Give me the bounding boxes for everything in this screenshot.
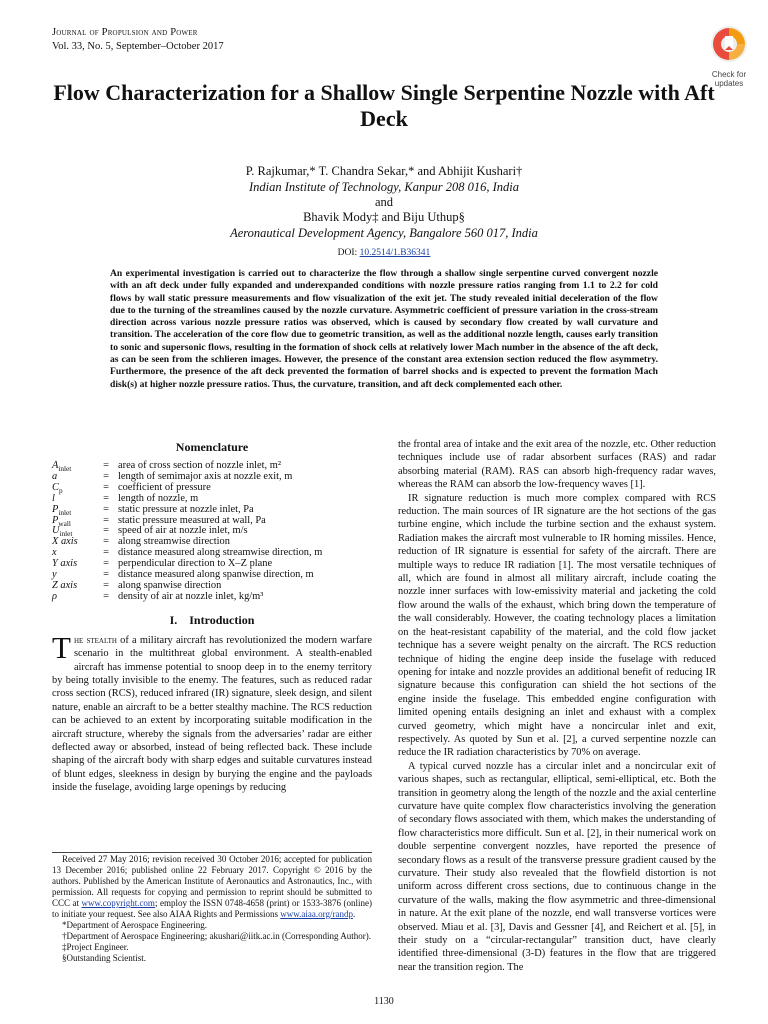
- nomenclature-equals: =: [103, 558, 109, 570]
- nomenclature-row: [52, 592, 372, 603]
- nomenclature-definition: density of air at nozzle inlet, kg/m³: [118, 590, 264, 602]
- nomenclature-equals: =: [103, 470, 109, 482]
- nomenclature-definition: along streamwise direction: [118, 536, 230, 548]
- authors-line-1: P. Rajkumar,* T. Chandra Sekar,* and Abhijit Kushari†: [245, 164, 523, 178]
- nomenclature-symbol: ρ: [52, 590, 57, 602]
- nomenclature-definition: along spanwise direction: [118, 579, 222, 591]
- nomenclature-row: [52, 494, 372, 505]
- and-separator: and: [374, 195, 394, 209]
- intro-text: of a military aircraft has revolutionized the modern warfare scenario in the multithreat global environment. A stealth-enabled aircraft has immense potential to snoop deep in to the enemy territory by being totally invisible to the enemy. The features, such as reduced radar cross section (RCS), reduced infrared (IR) signature, sleek design, and silent nature, enable an aircraft to be a better stealthy machine. The RCS reduction can be achieved to an extent by incorporating suitable modification in the aircraft structure, whereby the signals from the adversaries’ radar are either deflected away or absorbed, instead of being reflected back. These include shaping of the aircraft body with sharp edges and suitable curvatures instead of blunt edges, sleekness in design by burying the engine and the payloads inside the fuselage, avoiding large openings by reducing: [52, 634, 372, 794]
- nomenclature-symbol: y: [52, 569, 57, 581]
- nomenclature-symbol: X axis: [52, 536, 78, 548]
- nomenclature-definition: coefficient of pressure: [118, 481, 211, 493]
- nomenclature-symbol: $U_{inlet}$: [52, 525, 73, 539]
- affiliation-1: Indian Institute of Technology, Kanpur 208 016, India: [248, 180, 520, 194]
- nomenclature-definition: distance measured along spanwise direction, m: [118, 569, 314, 581]
- check-for-updates-badge[interactable]: [700, 24, 758, 88]
- nomenclature-row: [52, 505, 372, 516]
- nomenclature-equals: =: [103, 481, 109, 493]
- nomenclature-symbol: l: [52, 492, 55, 504]
- nomenclature-definition: speed of air at nozzle inlet, m/s: [118, 525, 248, 537]
- left-column: [52, 440, 372, 795]
- received-text: Received 27 May 2016; revision received 30 October 2016; accepted for publication 13 December 2016; published online 22 February 2017. Copyright © 2016 by the authors. Published by the American Institute of Aeronautics and Astronautics, Inc., with permission. All requests for copying and permission to reprint should be submitted to CCC at: [52, 854, 372, 908]
- nomenclature-equals: =: [103, 525, 109, 537]
- nomenclature-definition: length of nozzle, m: [118, 492, 199, 504]
- footnote-2: †Department of Aerospace Engineering; akushari@iitk.ac.in (Corresponding Author).: [62, 931, 371, 941]
- received-end: .: [352, 909, 356, 919]
- nomenclature-equals: =: [103, 536, 109, 548]
- footnote-3: ‡Project Engineer.: [62, 942, 129, 952]
- received-note: [52, 854, 372, 920]
- nomenclature-row: [52, 472, 372, 483]
- nomenclature-heading: Nomenclature: [175, 440, 249, 454]
- right-column: [398, 438, 716, 974]
- nomenclature-symbol: $A_{inlet}$: [52, 460, 72, 474]
- nomenclature-symbol: $P_{inlet}$: [52, 503, 72, 517]
- doi-label: DOI:: [337, 248, 360, 258]
- footnote-1: *Department of Aerospace Engineering.: [62, 920, 207, 930]
- nomenclature-equals: =: [103, 579, 109, 591]
- nomenclature-symbol: a: [52, 470, 58, 482]
- journal-name: Journal of Propulsion and Power: [52, 27, 198, 38]
- nomenclature-equals: =: [103, 460, 109, 471]
- nomenclature-symbol: Z axis: [52, 579, 78, 591]
- nomenclature-equals: =: [103, 569, 109, 581]
- nomenclature-table: [52, 461, 372, 603]
- nomenclature-symbol: $P_{wall}$: [52, 514, 71, 528]
- nomenclature-equals: =: [103, 492, 109, 504]
- copyright-link[interactable]: www.copyright.com: [81, 898, 155, 908]
- nomenclature-definition: area of cross section of nozzle inlet, m²: [118, 460, 281, 471]
- page-number: 1130: [374, 996, 394, 1007]
- nomenclature-definition: perpendicular direction to X–Z plane: [118, 558, 273, 570]
- nomenclature-equals: =: [103, 514, 109, 526]
- nomenclature-symbol: $C_p$: [52, 481, 63, 495]
- check-for-updates-label: Check for updates: [711, 70, 747, 88]
- doi-line: [40, 248, 728, 258]
- check-for-updates-icon: [709, 24, 749, 64]
- nomenclature-equals: =: [103, 503, 109, 515]
- introduction-heading: I. Introduction: [169, 612, 255, 627]
- footnotes: [52, 852, 372, 964]
- nomenclature-symbol: Y axis: [52, 558, 78, 570]
- doi-link[interactable]: 10.2514/1.B36341: [359, 248, 431, 258]
- aiaa-link[interactable]: www.aiaa.org/randp: [280, 909, 353, 919]
- abstract: An experimental investigation is carried out to characterize the flow through a shallow single serpentine curved convergent nozzle with an aft deck under fully expanded and underexpanded conditions with nozzle pressure ratios ranging from 1.1 to 2.2 for cold flows by wall static pressure measurements and flow visualization of the exit jet. The study revealed initial deceleration of the flow due to the turning of the streamlines caused by the nozzle curvature. Asymmetric coefficient of pressure variation in the cross-stream direction across various nozzle pressure ratios was observed, which is caused by secondary flow created by wall curvature and transition. The acceleration of the core flow due to geometric transition, as well as the additional nozzle length, causes early transition to sonic and supersonic flows, resulting in the formation of shock cells at relatively lower Mach number in the absence of the aft deck, as can be seen from the schlieren images. However, the presence of the constant area extension section reduced the flow asymmetry. Furthermore, the presence of the aft deck prevented the formation of barrel shocks and is expected to prevent the formation Mach disk(s) at higher nozzle pressure ratios. Thus, the curvature, transition, and aft deck complemented each other.: [110, 268, 658, 390]
- footnote-4: §Outstanding Scientist.: [62, 953, 146, 963]
- article-title: Flow Characterization for a Shallow Single Serpentine Nozzle with Aft Deck: [53, 80, 715, 131]
- intro-paragraph: [52, 629, 372, 795]
- nomenclature-equals: =: [103, 590, 109, 602]
- journal-volume: Vol. 33, No. 5, September–October 2017: [52, 41, 224, 52]
- nomenclature-symbol: x: [52, 547, 57, 559]
- nomenclature-definition: static pressure at nozzle inlet, Pa: [118, 503, 254, 515]
- nomenclature-definition: length of semimajor axis at nozzle exit, m: [118, 470, 293, 482]
- authors-line-2: Bhavik Mody‡ and Biju Uthup§: [303, 210, 465, 224]
- affiliation-2: Aeronautical Development Agency, Bangalore 560 017, India: [230, 226, 538, 240]
- issn-text: ; employ the ISSN 0748-4658 (print) or 1533-3876 (online) to initiate your request. See also AIAA Rights and Permissions: [52, 898, 372, 919]
- intro-smallcaps: he stealth: [73, 634, 117, 646]
- right-paragraph-1: the frontal area of intake and the exit area of the nozzle, etc. Other reduction techniques include use of radar absorbent surfaces (RAS) and radar absorbing material (RAM). RAS can absorb high-frequency radar waves, whereas the RAM can absorb the low-frequency waves [1].: [398, 439, 716, 491]
- nomenclature-definition: distance measured along streamwise direction, m: [118, 547, 323, 559]
- right-paragraph-3: A typical curved nozzle has a circular inlet and a noncircular exit of various shapes, such as rectangular, elliptical, semi-elliptical, etc. Both the transition in geometry along the length of the nozzle and the axial centerline curvature have quite complex flow characteristics involving the generation of secondary flows associated with them, which makes the understanding of flow characteristics more difficult. Sun et al. [2], in their numerical work on double serpentine convergent nozzles, have reported the presence of secondary flows as a result of the transverse pressure gradient caused by the curvature. Their study also revealed that the flowfield distortion is not uniform across different cross sections, due to continuous change in the curvature of the walls, making the flow asymmetric and three-dimensional in nature. At the exit plane of the nozzle, end wall transverse vortices were observed. Miau et al. [3], Davis and Gessner [4], and Reichert et al. [5], in their study on a “circular-rectangular” transition duct, have clearly identified three-dimensional (3-D) features in the flow that are triggered near the transition region. The: [398, 760, 716, 973]
- nomenclature-equals: =: [103, 547, 109, 559]
- right-paragraph-2: IR signature reduction is much more complex compared with RCS reduction. The main sources of IR signature are the hot sections of the gas turbine engine, which include the turbine section and the exhaust system. Radiation makes the aircraft most vulnerable to IR homing missiles. Hence, reduction of IR signature is essential for safety of the aircraft. There are multiple ways to reduce IR radiation [1]. The most versatile techniques of all, which are found in almost all military aircraft, include coating the nozzle inner surfaces with low-emissivity material and jacketing the cold flow around the walls of the exhaust, which bring down the temperature of the wall considerably. However, the coating technology places a limitation on the heat-resistant capability of the material, and the cold flow jacket technique has a severe weight penalty on the aircraft. The RCS reduction technique of hiding the engine deep inside the fuselage with reduced opening for intake and nozzle provides an additional benefit of reducing IR signature because this configuration can shield the hot sections of the engine inside the fuselage. This embedded engine configuration with limited opening entails designing an inlet and exhaust with a complex curved geometry, which might have a noncircular inlet and exit, respectively. As quoted by Sun et al. [2], a curved serpentine nozzle can reduce the IR radiation characteristics by 70% on average.: [398, 492, 716, 759]
- nomenclature-definition: static pressure measured at wall, Pa: [118, 514, 266, 526]
- nomenclature-row: [52, 483, 372, 494]
- drop-cap: T: [52, 629, 71, 665]
